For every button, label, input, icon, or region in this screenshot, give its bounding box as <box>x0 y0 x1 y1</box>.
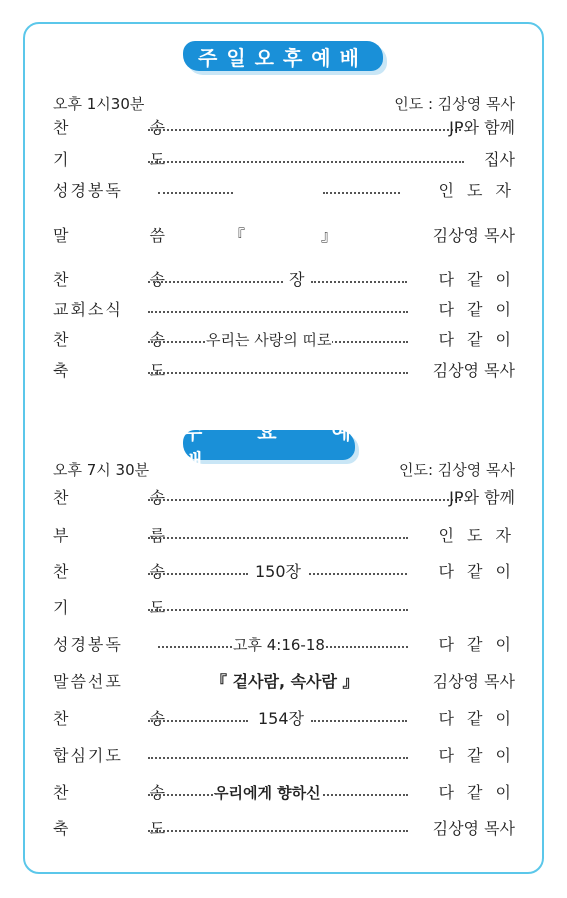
order-item <box>53 561 515 583</box>
item-label: 기 도 <box>53 150 203 169</box>
hymn-title: 우리는 사랑의 띠로 <box>206 331 332 349</box>
section2-leader: 인도: 김상영 목사 <box>398 461 515 479</box>
item-performer: 다 같 이 <box>438 746 515 765</box>
section1-time: 오후 1시30분 <box>53 95 145 113</box>
item-label: 축 도 <box>53 819 203 838</box>
dotted-leader <box>311 281 407 283</box>
item-performer: 다 같 이 <box>438 783 515 802</box>
item-label: 합심기도 <box>53 746 123 765</box>
item-performer: 김상영 목사 <box>432 672 515 691</box>
item-label: 찬 송 <box>53 270 203 289</box>
order-item <box>53 708 515 730</box>
order-item <box>53 180 515 202</box>
dotted-leader <box>148 830 408 832</box>
dotted-leader <box>148 311 408 313</box>
scripture-reference: 고후 4:16-18 <box>233 636 325 654</box>
item-performer: 다 같 이 <box>438 330 515 349</box>
hymn-number: 154장 <box>258 709 304 728</box>
dotted-leader <box>148 372 408 374</box>
order-item <box>53 360 515 382</box>
sermon-title: 『 겉사람, 속사람 』 <box>211 672 359 691</box>
section1-title-banner <box>183 41 383 71</box>
item-label: 부 름 <box>53 526 203 545</box>
item-label: 기 도 <box>53 598 203 617</box>
item-performer: 다 같 이 <box>438 562 515 581</box>
item-performer: JP와 함께 <box>449 118 515 137</box>
item-label: 말씀선포 <box>53 672 123 691</box>
item-performer: 집사 <box>484 150 515 169</box>
order-item <box>53 329 515 351</box>
item-label: 찬 송 <box>53 783 203 802</box>
item-performer: 인 도 자 <box>438 181 515 200</box>
section2-title-banner <box>183 420 375 473</box>
item-label: 찬 송 <box>53 118 203 137</box>
dotted-leader <box>311 720 407 722</box>
item-performer: 김상영 목사 <box>432 819 515 838</box>
order-item <box>53 634 515 656</box>
item-label: 찬 송 <box>53 562 203 581</box>
item-label: 찬 송 <box>53 488 203 507</box>
order-item <box>53 745 515 767</box>
item-label: 축 도 <box>53 361 203 380</box>
item-performer: 김상영 목사 <box>432 361 515 380</box>
dotted-leader <box>148 161 464 163</box>
item-label: 성경봉독 <box>53 181 123 200</box>
item-label: 말 씀 <box>53 226 203 245</box>
order-item <box>53 117 515 139</box>
order-item <box>53 225 515 247</box>
dotted-leader <box>148 720 248 722</box>
item-label: 교회소식 <box>53 300 123 319</box>
order-item <box>53 269 515 291</box>
order-item <box>53 525 515 547</box>
dotted-leader <box>148 573 248 575</box>
order-item <box>53 149 515 171</box>
item-performer: 다 같 이 <box>438 270 515 289</box>
dotted-leader <box>148 757 408 759</box>
dotted-leader <box>158 192 233 194</box>
dotted-leader <box>309 573 407 575</box>
sermon-title-open: 『 <box>229 226 246 245</box>
section2-title: 수 요 예 배 <box>183 420 375 473</box>
item-label: 성경봉독 <box>53 635 123 654</box>
item-performer: 다 같 이 <box>438 635 515 654</box>
item-performer: 인 도 자 <box>438 526 515 545</box>
dotted-leader <box>323 192 400 194</box>
hymn-title: 우리에게 향하신 <box>214 784 321 802</box>
section2-time: 오후 7시 30분 <box>53 461 150 479</box>
order-item <box>53 671 515 693</box>
order-item <box>53 818 515 840</box>
item-label: 찬 송 <box>53 709 203 728</box>
dotted-leader <box>148 609 408 611</box>
order-item <box>53 782 515 804</box>
hymn-number: 장 <box>289 270 305 289</box>
dotted-leader <box>148 129 461 131</box>
item-performer: 김상영 목사 <box>432 226 515 245</box>
dotted-leader <box>148 281 283 283</box>
sermon-title-close: 』 <box>321 226 338 245</box>
order-item <box>53 299 515 321</box>
dotted-leader <box>148 499 461 501</box>
dotted-leader <box>148 537 408 539</box>
hymn-number: 150장 <box>255 562 301 581</box>
item-performer: 다 같 이 <box>438 300 515 319</box>
item-performer: JP와 함께 <box>449 488 515 507</box>
order-item <box>53 487 515 509</box>
section1-title: 주일오후예배 <box>198 45 368 70</box>
order-item <box>53 597 515 619</box>
item-label: 찬 송 <box>53 330 203 349</box>
item-performer: 다 같 이 <box>438 709 515 728</box>
section1-leader: 인도 : 김상영 목사 <box>394 95 515 113</box>
